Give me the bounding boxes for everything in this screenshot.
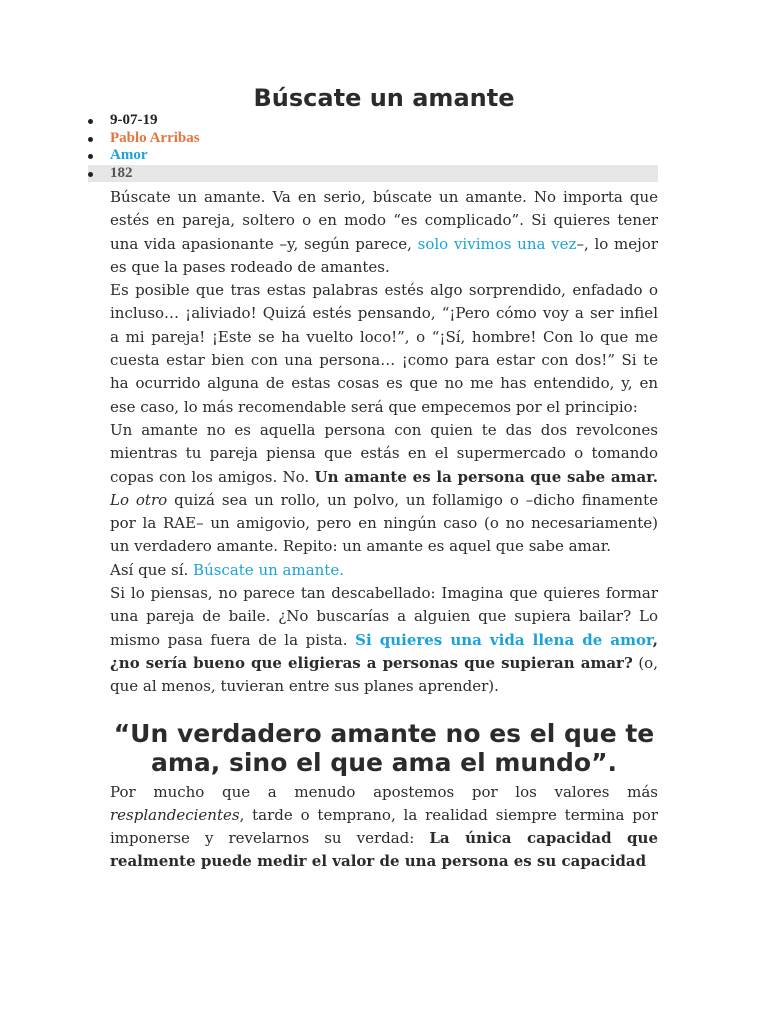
paragraph-2: Es posible que tras estas palabras estés algo sorprendido, enfadado o incluso… ¡aliviado! Quizá estés pensando, “¡Pero cómo voy a ser infiel a mi pareja! ¡Este se ha vuelto loco!”, o “¡Sí, hombre! Con lo que me cuesta estar bien con una persona… ¡como para estar con dos!” Si te ha ocurrido alguna de estas cosas es que no me has entendido, y, en ese caso, lo más recomendable será que empecemos por el principio: [110,281,658,416]
link-solo-vivimos-una-vez[interactable]: solo vivimos una vez [417,234,577,253]
paragraph-1: Búscate un amante. Va en serio, búscate un amante. No importa que estés en pareja, soltero o en modo “es complicado”. Si quieres tener una vida apasionante –y, según parece, solo vivimos una vez–, lo mejor es que la pases rodeado de amantes. [110,188,658,276]
meta-date: 9-07-19 [88,112,658,130]
emphasis-lo-otro: Lo otro [110,490,168,509]
article-meta-list [88,112,658,182]
paragraph-3: Un amante no es aquella persona con quien te das dos revolcones mientras tu pareja piensa que estás en el supermercado o tomando copas con los amigos. No. Un amante es la persona que sabe amar. Lo otro quizá sea un rollo, un polvo, un follamigo o –dicho finamente por la RAE– un amigovio, pero en ningún caso (o no necesariamente) un verdadero amante. Repito: un amante es aquel que sabe amar. [110,420,658,556]
paragraph-5: Si lo piensas, no parece tan descabellado: Imagina que quieres formar una pareja de baile. ¿No buscarías a alguien que supiera bailar? Lo mismo pasa fuera de la pista. Si quieres una vida llena de amor, ¿no sería bueno que eligieras a personas que supieran amar? (o, que al menos, tuvieran entre sus planes aprender). [110,584,659,696]
bold-question: , ¿no sería bueno que eligieras a personas que supieran amar? [110,630,659,672]
paragraph-6: Por mucho que a menudo apostemos por los valores más resplandecientes, tarde o temprano, la realidad siempre termina por imponerse y revelarnos su verdad: La única capacidad que realmente puede medir el valor de una persona es su capacidad [110,782,658,871]
article-body [110,186,658,874]
bold-conclusion: La única capacidad que realmente puede medir el valor de una persona es su capacidad [110,829,658,871]
pull-quote: “Un verdadero amante no es el que te ama, sino el que ama el mundo”. [113,718,655,777]
meta-category-link[interactable]: Amor [88,147,658,165]
meta-views-count: 182 [88,165,658,183]
link-buscate-un-amante[interactable]: Búscate un amante. [193,560,344,579]
article-title: Búscate un amante [253,84,515,112]
link-vida-llena-de-amor[interactable]: Si quieres una vida llena de amor [355,630,653,649]
bold-statement: Un amante es la persona que sabe amar. [314,467,658,486]
emphasis-resplandecientes: resplandecientes [110,805,240,824]
paragraph-4: Así que sí. Búscate un amante. [110,560,344,579]
meta-author-link[interactable]: Pablo Arribas [88,130,658,148]
